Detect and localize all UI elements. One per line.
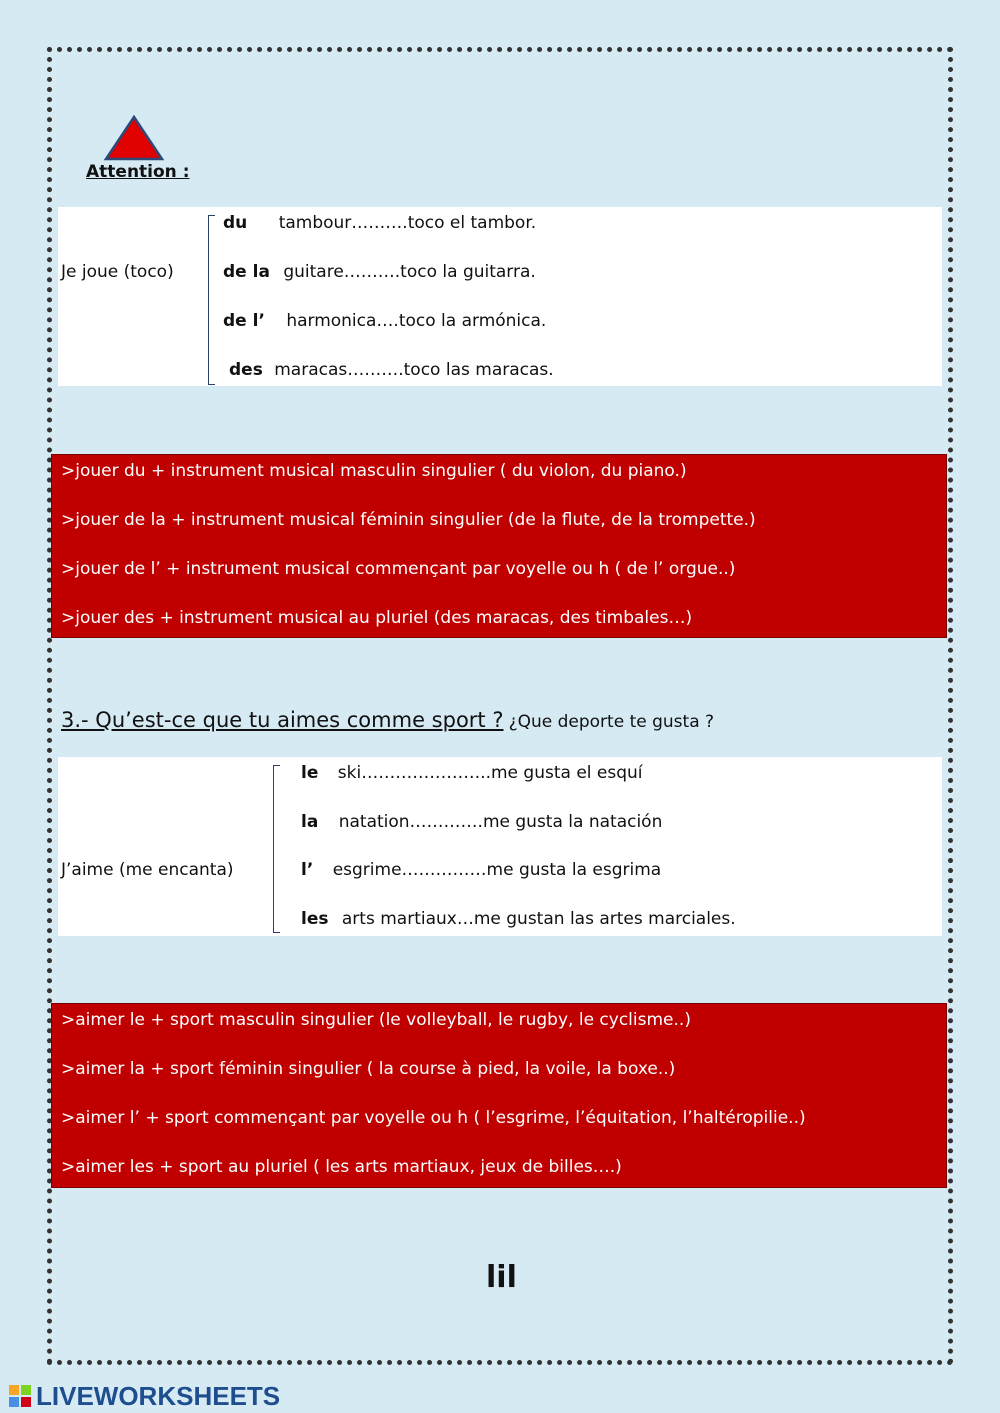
music-article: des bbox=[229, 360, 263, 380]
sport-phrase: natation………….me gusta la natación bbox=[338, 812, 663, 832]
sport-row bbox=[301, 763, 643, 783]
section-3-title: 3.- Qu’est-ce que tu aimes comme sport ? bbox=[61, 708, 504, 732]
sport-phrase: ski…………………..me gusta el esquí bbox=[337, 763, 643, 783]
sport-phrase: esgrime……………me gusta la esgrima bbox=[332, 860, 662, 880]
music-rule-line: >jouer de l’ + instrument musical commençant par voyelle ou h ( de l’ orgue..) bbox=[61, 559, 736, 579]
warning-triangle-icon bbox=[103, 114, 165, 162]
liveworksheets-logo-icon bbox=[8, 1384, 32, 1408]
music-rules-box bbox=[51, 454, 947, 638]
sport-lead-verb: J’aime (me encanta) bbox=[61, 860, 234, 880]
sport-bracket bbox=[273, 765, 280, 933]
music-rule-line: >jouer de la + instrument musical féminin singulier (de la flute, de la trompette.) bbox=[61, 510, 756, 530]
sport-row bbox=[301, 860, 661, 880]
music-phrase: maracas……….toco las maracas. bbox=[274, 360, 554, 380]
sport-article: les bbox=[301, 909, 329, 929]
attention-label: Attention : bbox=[86, 162, 190, 182]
footer-mark: lil bbox=[486, 1260, 517, 1295]
sport-row bbox=[301, 909, 736, 929]
sport-rule-line: >aimer la + sport féminin singulier ( la course à pied, la voile, la boxe..) bbox=[61, 1059, 676, 1079]
sport-article: l’ bbox=[301, 860, 314, 880]
section-3-subtitle: ¿Que deporte te gusta ? bbox=[508, 712, 715, 732]
music-row bbox=[229, 360, 554, 380]
music-phrase: guitare……….toco la guitarra. bbox=[283, 262, 536, 282]
music-lead-verb: Je joue (toco) bbox=[61, 262, 174, 282]
music-rule-line: >jouer du + instrument musical masculin singulier ( du violon, du piano.) bbox=[61, 461, 687, 481]
music-phrase: harmonica….toco la armónica. bbox=[286, 311, 547, 331]
music-article: de la bbox=[223, 262, 270, 282]
music-row bbox=[223, 213, 536, 233]
liveworksheets-wordmark: LIVEWORKSHEETS bbox=[36, 1380, 281, 1411]
section-3-heading bbox=[61, 708, 714, 732]
sport-conjugation-box bbox=[58, 757, 942, 936]
sport-rule-line: >aimer les + sport au pluriel ( les arts martiaux, jeux de billes….) bbox=[61, 1157, 622, 1177]
music-phrase: tambour……….toco el tambor. bbox=[278, 213, 537, 233]
sport-rules-box bbox=[51, 1003, 947, 1188]
sport-rule-line: >aimer le + sport masculin singulier (le volleyball, le rugby, le cyclisme..) bbox=[61, 1010, 691, 1030]
music-article: de l’ bbox=[223, 311, 265, 331]
sport-article: le bbox=[301, 763, 319, 783]
music-bracket bbox=[208, 215, 215, 385]
music-row bbox=[223, 262, 536, 282]
music-conjugation-box bbox=[58, 207, 942, 386]
music-row bbox=[223, 311, 546, 331]
music-rule-line: >jouer des + instrument musical au pluriel (des maracas, des timbales…) bbox=[61, 608, 693, 628]
music-article: du bbox=[223, 213, 248, 233]
sport-rule-line: >aimer l’ + sport commençant par voyelle ou h ( l’esgrime, l’équitation, l’haltéropilie..) bbox=[61, 1108, 806, 1128]
liveworksheets-brand[interactable] bbox=[8, 1380, 281, 1411]
sport-row bbox=[301, 812, 662, 832]
sport-article: la bbox=[301, 812, 319, 832]
sport-phrase: arts martiaux…me gustan las artes marciales. bbox=[341, 909, 736, 929]
